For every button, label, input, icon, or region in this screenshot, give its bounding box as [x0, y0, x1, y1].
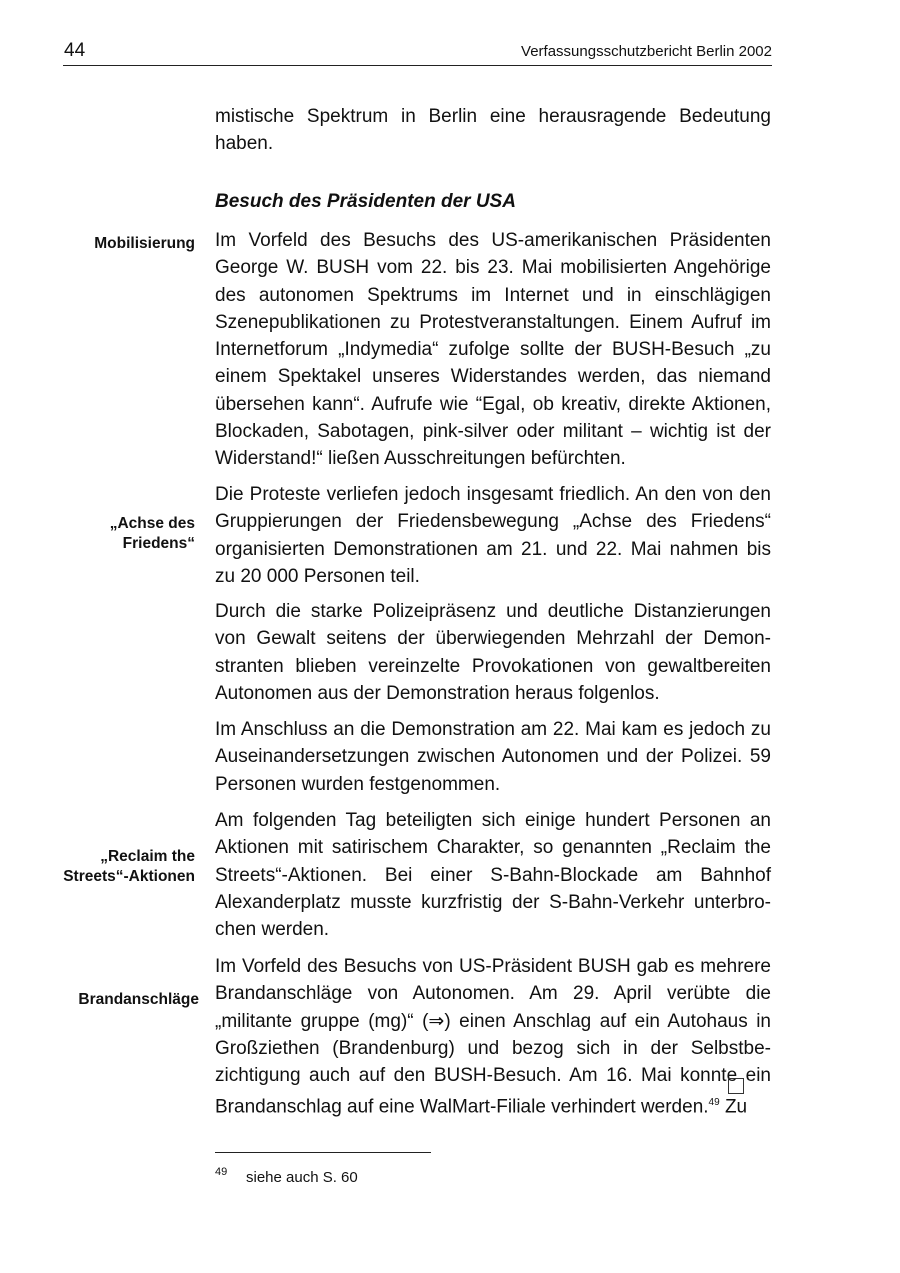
footnote-divider [215, 1152, 431, 1153]
margin-note-brandanschlaege: Brandanschläge [78, 991, 199, 1008]
paragraph-text-end: Zu [719, 1096, 748, 1118]
page-number: 44 [64, 40, 86, 61]
paragraph-continuation: mistische Spektrum in Berlin eine herausragende Bedeutung haben. [215, 106, 771, 155]
footnote-text: siehe auch S. 60 [246, 1169, 358, 1186]
header-divider [63, 65, 772, 66]
paragraph-auseinandersetzungen: Im Anschluss an die Demonstration am 22. Mai kam es jedoch zu Auseinandersetzungen zwischen Autonomen und der Polizei. 59 Personen wurden festgenommen. [215, 719, 771, 795]
section-heading: Besuch des Präsidenten der USA [215, 191, 516, 212]
margin-note-achse-des-friedens: „Achse des Friedens“ [109, 515, 195, 552]
paragraph-brandanschlaege [215, 953, 771, 1121]
footnote-reference[interactable]: 49 [708, 1097, 720, 1109]
margin-note-mobilisierung: Mobilisierung [94, 235, 195, 252]
paragraph-polizeipraesenz: Durch die starke Polizeipräsenz und deutliche Distanzierungen von Gewalt seitens der überwiegenden Mehrzahl der Demonstranten blieben vereinzelte Provokationen von gewaltbereiten Autonomen aus der Demonstration heraus folgenlos. [215, 601, 771, 704]
paragraph-reclaim: Am folgenden Tag beteiligten sich einige hundert Personen an Aktionen mit satirischem Charakter, so genannten „Reclaim the Streets“-Aktionen. Bei einer S-Bahn-Blockade am Bahnhof Alexanderplatz musste kurzfristig der S-Bahn-Verkehr unterbrochen werden. [215, 810, 771, 941]
running-header-title: Verfassungsschutzbericht Berlin 2002 [521, 43, 772, 60]
margin-note-reclaim-the-streets: „Reclaim the Streets“-Aktionen [63, 848, 195, 885]
paragraph-proteste: Die Proteste verliefen jedoch insgesamt friedlich. An den von den Gruppierungen der Friedensbewegung „Achse des Friedens“ organisierten Demonstrationen am 21. und 22. Mai nahmen bis zu 20 000 Personen teil. [215, 484, 771, 587]
footnote-number: 49 [215, 1166, 228, 1178]
paragraph-mobilisierung: Im Vorfeld des Besuchs des US-amerikanischen Präsidenten George W. BUSH vom 22. bis 23. Mai mobilisierten Angehörige des autonomen Spektrums im Internet und in einschlägigen Szenepublikationen zu Protestveranstaltungen. Einem Aufruf im Internetforum „Indymedia“ zufolge sollte der BUSH-Besuch „zu einem Spektakel unseres Widerstandes werden, das niemand übersehen kann“. Aufrufe wie “Egal, ob kreativ, direkte Aktionen, Blockaden, Sabotagen, pink-silver oder militant – wichtig ist der Widerstand!“ ließen Ausschreitungen befürchten. [215, 230, 771, 470]
footnote-link-box[interactable] [728, 1078, 744, 1094]
paragraph-text: Im Vorfeld des Besuchs von US-Präsident BUSH gab es mehrere Brandanschläge von Autonomen. Am 29. April verübte die „militante gruppe (mg)“ (⇒) einen Anschlag auf ein Autohaus in Großziethen (Brandenburg) und bezog sich in der Selbstbezichtigung auch auf den BUSH-Besuch. Am 16. Mai konnte ein Brandanschlag auf eine WalMart-Filiale verhindert werden. [215, 956, 771, 1118]
